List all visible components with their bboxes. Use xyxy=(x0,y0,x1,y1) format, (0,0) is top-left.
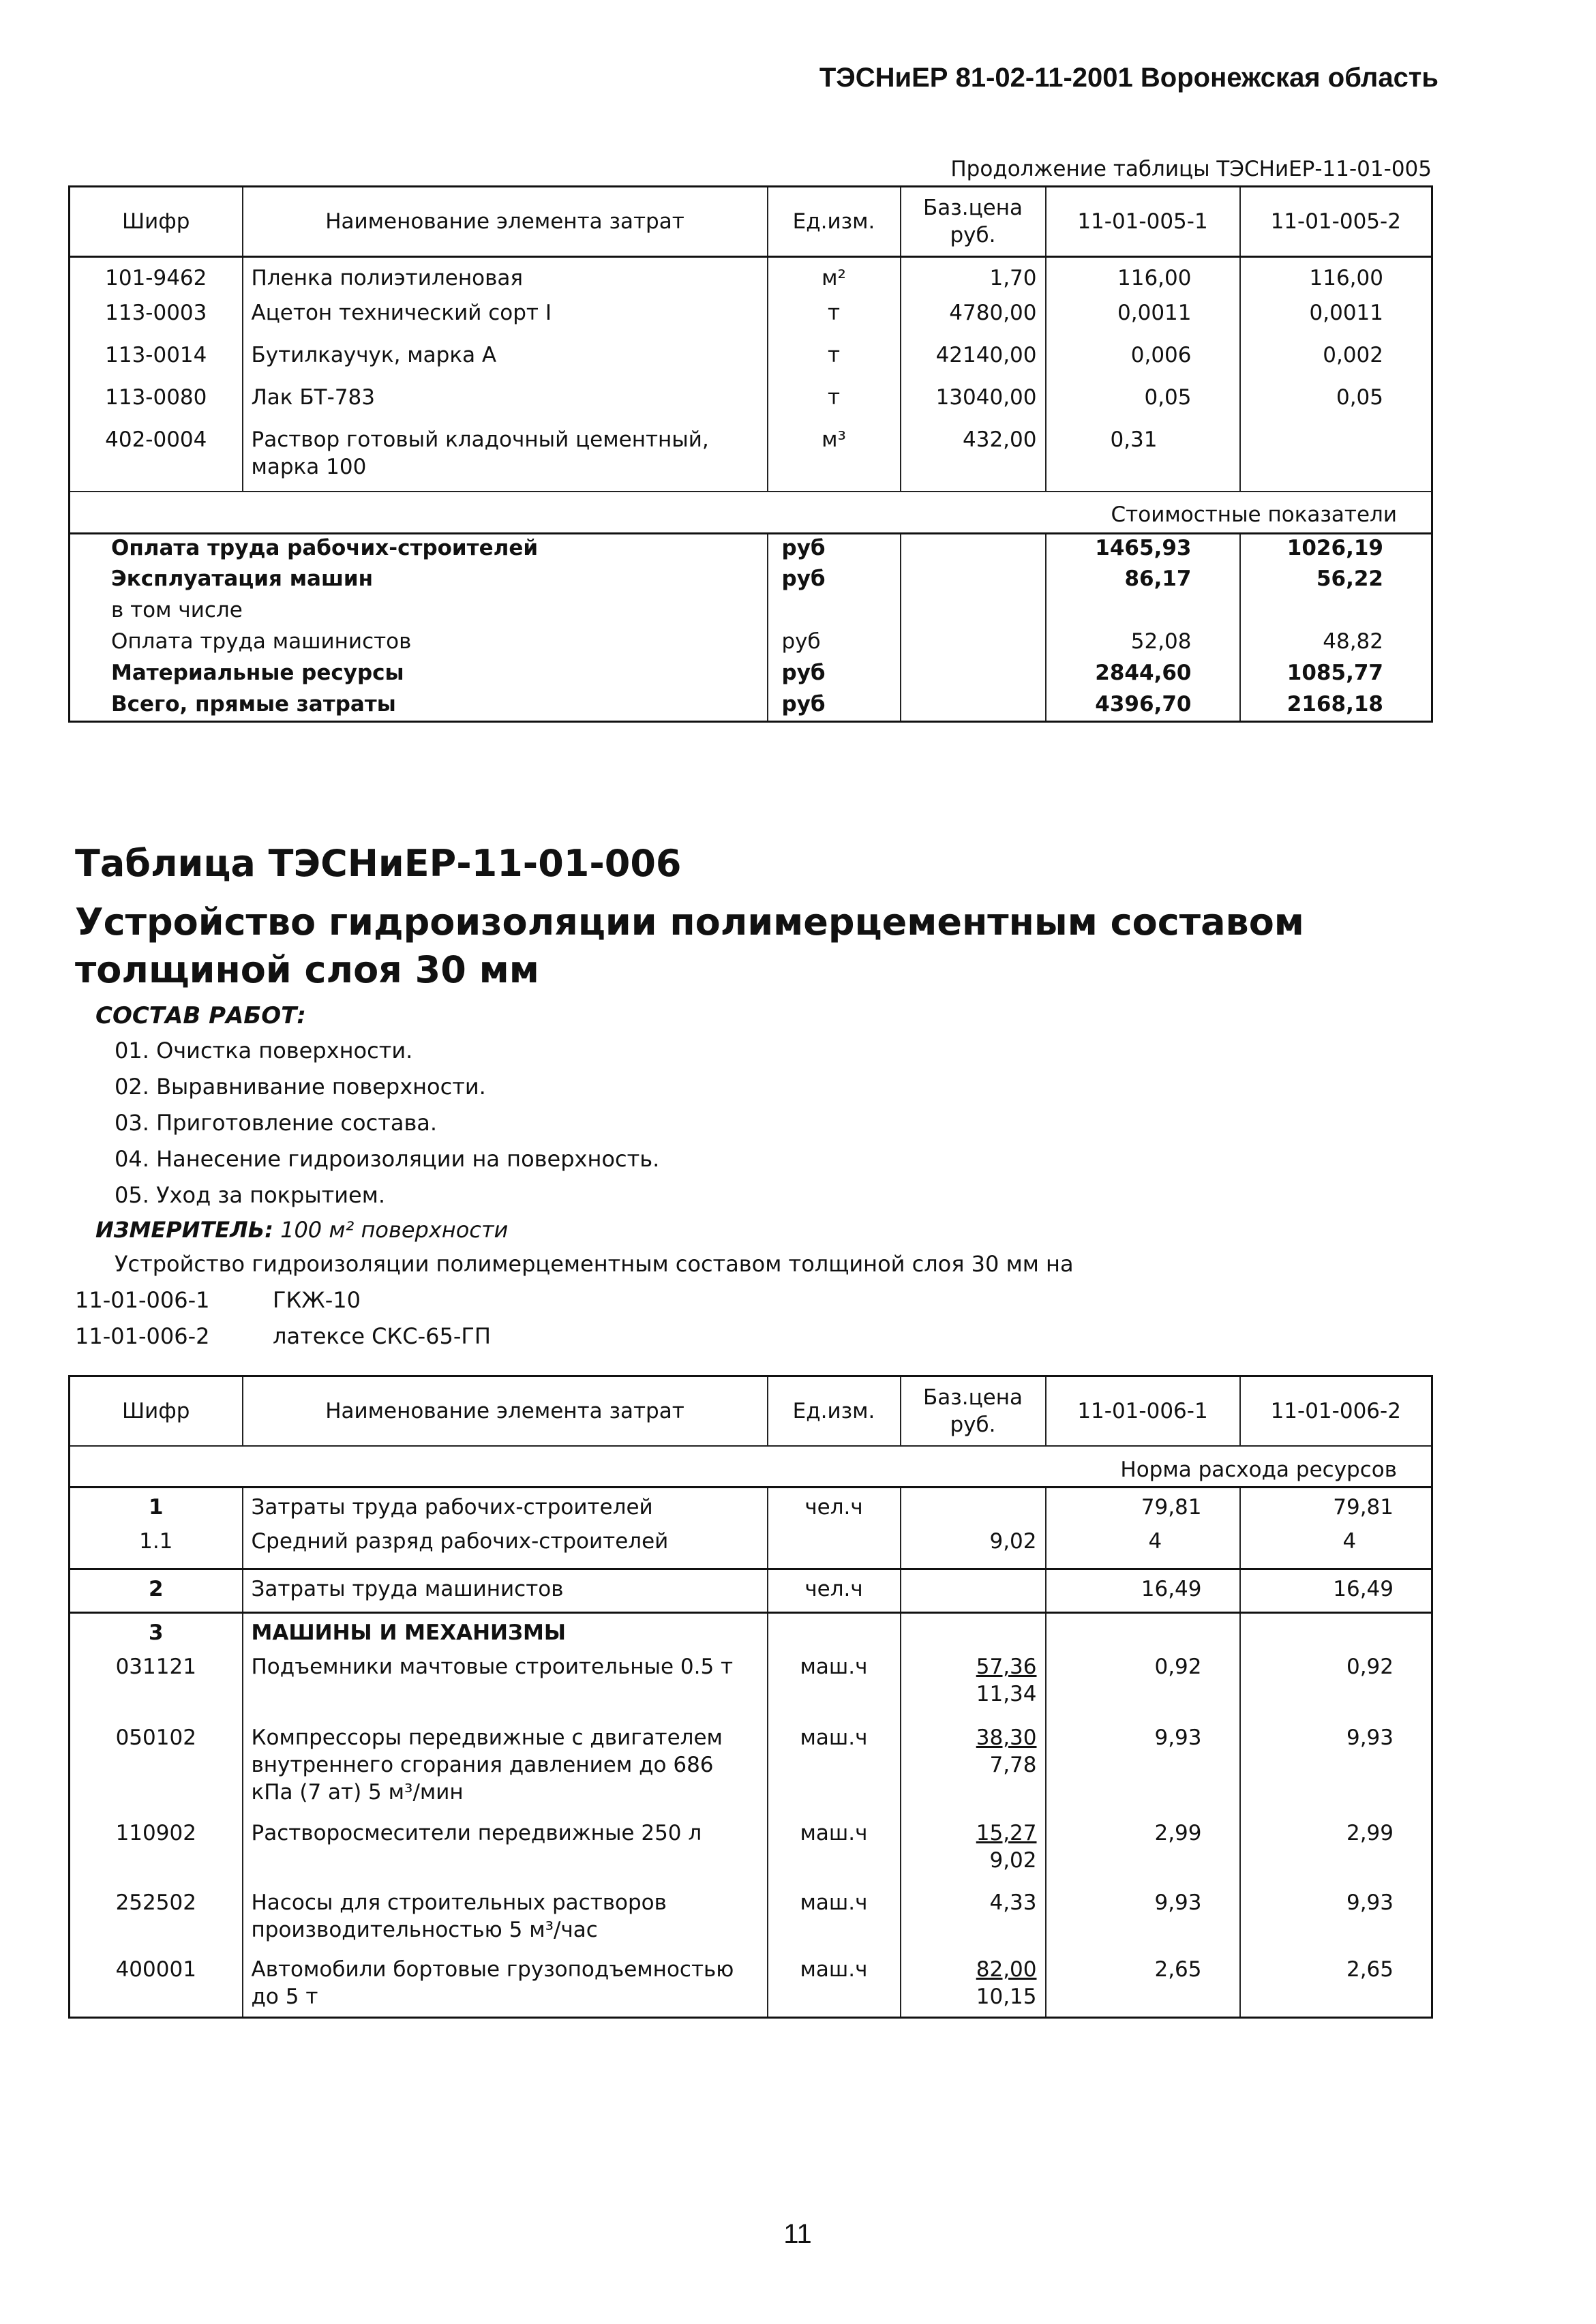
cost-unit: руб xyxy=(768,659,901,691)
table-header-row xyxy=(70,1376,1432,1447)
variant-value: ГКЖ-10 xyxy=(273,1287,361,1313)
table-11-01-006 xyxy=(68,1375,1433,2019)
table-row xyxy=(70,257,1432,299)
row-price: 9,02 xyxy=(901,1528,1046,1569)
row-value-1: 0,31 xyxy=(1046,426,1240,492)
table-row xyxy=(70,1487,1432,1528)
table-row xyxy=(70,1956,1432,2017)
row-value-2 xyxy=(1240,426,1432,492)
row-name: Затраты труда машинистов xyxy=(243,1569,768,1612)
col-header-code: Шифр xyxy=(70,187,243,257)
row-value-2: 9,93 xyxy=(1240,1889,1432,1956)
cost-row xyxy=(70,659,1432,691)
section-cost-indicators: Стоимостные показатели xyxy=(70,492,1432,534)
section-resource-norms: Норма расхода ресурсов xyxy=(70,1446,1432,1487)
table-row xyxy=(70,1612,1432,1653)
cost-value-2: 1026,19 xyxy=(1240,534,1432,565)
row-price: 57,36 xyxy=(976,1655,1037,1679)
row-price xyxy=(901,1820,1046,1889)
row-price: 15,27 xyxy=(976,1821,1037,1845)
row-unit: маш.ч xyxy=(768,1820,901,1889)
col-header-name: Наименование элемента затрат xyxy=(243,1376,768,1447)
table-row xyxy=(70,1528,1432,1569)
row-code: 101-9462 xyxy=(105,266,207,290)
variant-value: латексе СКС-65-ГП xyxy=(273,1323,491,1349)
row-value-1: 116,00 xyxy=(1046,257,1240,299)
cost-unit: руб xyxy=(768,691,901,722)
col-header-unit: Ед.изм. xyxy=(768,187,901,257)
row-price: 38,30 xyxy=(976,1725,1037,1750)
row-value-1: 0,006 xyxy=(1046,342,1240,384)
row-value-1: 2,65 xyxy=(1046,1956,1240,2017)
row-value-2: 116,00 xyxy=(1240,257,1432,299)
cost-name: Материальные ресурсы xyxy=(111,660,404,685)
row-price: 82,00 xyxy=(976,1957,1037,1982)
row-unit: маш.ч xyxy=(768,1724,901,1820)
row-code: 050102 xyxy=(115,1725,196,1750)
row-value-2: 9,93 xyxy=(1240,1724,1432,1820)
row-value-2: 0,002 xyxy=(1240,342,1432,384)
col-header-name: Наименование элемента затрат xyxy=(243,187,768,257)
row-price-secondary: 10,15 xyxy=(976,1985,1037,2009)
row-unit: маш.ч xyxy=(768,1889,901,1956)
section-heading: Устройство гидроизоляции полимерцементным составом толщиной слоя 30 мм xyxy=(75,901,1304,991)
work-item: 02. Выравнивание поверхности. xyxy=(115,1074,486,1100)
cost-unit: руб xyxy=(768,534,901,565)
row-value-1: 16,49 xyxy=(1046,1569,1240,1612)
row-value-2: 2,99 xyxy=(1240,1820,1432,1889)
row-code: 2 xyxy=(70,1569,243,1612)
row-price: 432,00 xyxy=(901,426,1046,492)
row-price: 4,33 xyxy=(901,1889,1046,1956)
cost-value-1: 86,17 xyxy=(1046,565,1240,597)
row-code: 031121 xyxy=(115,1655,196,1679)
col-header-price: Баз.цена руб. xyxy=(901,187,1046,257)
row-price xyxy=(901,1956,1046,2017)
row-code: 252502 xyxy=(115,1890,196,1915)
table-row xyxy=(70,384,1432,426)
row-name: Пленка полиэтиленовая xyxy=(243,257,768,299)
row-value-1: 0,05 xyxy=(1046,384,1240,426)
section-row xyxy=(70,492,1432,534)
row-value-2: 0,05 xyxy=(1240,384,1432,426)
col-header-price: Баз.цена руб. xyxy=(901,1376,1046,1447)
row-code: 1 xyxy=(148,1494,164,1520)
cost-row xyxy=(70,597,1432,628)
row-value-1: 4 xyxy=(1046,1528,1240,1569)
cost-row xyxy=(70,534,1432,565)
table-header-row xyxy=(70,187,1432,257)
row-price-secondary: 9,02 xyxy=(989,1848,1037,1873)
col-header-variant-1: 11-01-005-1 xyxy=(1046,187,1240,257)
row-code: 110902 xyxy=(115,1821,196,1845)
row-code: 1.1 xyxy=(70,1528,243,1569)
row-value-1: 0,0011 xyxy=(1046,299,1240,342)
variant-code: 11-01-006-2 xyxy=(75,1323,210,1349)
row-price xyxy=(901,1569,1046,1612)
col-header-variant-2: 11-01-006-2 xyxy=(1240,1376,1432,1447)
row-value-1: 9,93 xyxy=(1046,1889,1240,1956)
table-11-01-005 xyxy=(68,185,1433,723)
row-unit: т xyxy=(768,384,901,426)
row-price-secondary: 11,34 xyxy=(976,1682,1037,1706)
work-item: 04. Нанесение гидроизоляции на поверхность. xyxy=(115,1146,660,1172)
cost-value-1: 4396,70 xyxy=(1046,691,1240,722)
row-name: Ацетон технический сорт I xyxy=(243,299,768,342)
cost-row xyxy=(70,691,1432,722)
cost-value-2: 56,22 xyxy=(1240,565,1432,597)
cost-value-2: 1085,77 xyxy=(1240,659,1432,691)
row-code: 402-0004 xyxy=(105,427,207,452)
row-unit xyxy=(768,1528,901,1569)
measure-value: 100 м² поверхности xyxy=(280,1217,509,1243)
row-value-2: 16,49 xyxy=(1240,1569,1432,1612)
row-value-1: 9,93 xyxy=(1046,1724,1240,1820)
row-value-1: 0,92 xyxy=(1046,1653,1240,1724)
col-header-variant-2: 11-01-005-2 xyxy=(1240,187,1432,257)
row-code: 113-0080 xyxy=(105,384,207,410)
row-unit: маш.ч xyxy=(768,1956,901,2017)
measure-label: ИЗМЕРИТЕЛЬ: xyxy=(95,1217,273,1243)
section-row xyxy=(70,1446,1432,1487)
cost-row xyxy=(70,565,1432,597)
cost-value-1: 52,08 xyxy=(1046,628,1240,659)
cost-name: Всего, прямые затраты xyxy=(111,691,396,716)
row-name: Затраты труда рабочих-строителей xyxy=(243,1487,768,1528)
row-unit: м³ xyxy=(768,426,901,492)
row-value-2: 0,92 xyxy=(1240,1653,1432,1724)
row-name: Лак БТ-783 xyxy=(243,384,768,426)
row-unit: т xyxy=(768,299,901,342)
cost-unit: руб xyxy=(768,565,901,597)
table-row xyxy=(70,1889,1432,1956)
table-row xyxy=(70,1724,1432,1820)
table-row xyxy=(70,342,1432,384)
cost-value-1: 2844,60 xyxy=(1046,659,1240,691)
cost-value-1: 1465,93 xyxy=(1046,534,1240,565)
row-name: Автомобили бортовые грузоподъемностью до 5 т xyxy=(243,1956,768,2017)
col-header-unit: Ед.изм. xyxy=(768,1376,901,1447)
row-name: Компрессоры передвижные с двигателем внутреннего сгорания давлением до 686 кПа (7 ат) 5 м³/мин xyxy=(243,1724,768,1820)
row-value-1: 2,99 xyxy=(1046,1820,1240,1889)
measure xyxy=(95,1217,508,1243)
row-unit: м² xyxy=(768,257,901,299)
work-item: 03. Приготовление состава. xyxy=(115,1110,438,1136)
row-name: Насосы для строительных растворов производительностью 5 м³/час xyxy=(243,1889,768,1956)
row-price: 4780,00 xyxy=(901,299,1046,342)
work-item: 01. Очистка поверхности. xyxy=(115,1038,413,1063)
row-value-1: 79,81 xyxy=(1046,1487,1240,1528)
row-price: 42140,00 xyxy=(901,342,1046,384)
work-item: 05. Уход за покрытием. xyxy=(115,1182,386,1208)
row-code: 3 xyxy=(148,1620,164,1645)
table-row xyxy=(70,1820,1432,1889)
table-row xyxy=(70,299,1432,342)
row-unit: маш.ч xyxy=(768,1653,901,1724)
cost-row xyxy=(70,628,1432,659)
row-name: Растворосмесители передвижные 250 л xyxy=(243,1820,768,1889)
row-code: 113-0014 xyxy=(105,342,207,367)
row-value-2: 4 xyxy=(1240,1528,1432,1569)
row-price xyxy=(901,1487,1046,1528)
row-value-2: 79,81 xyxy=(1240,1487,1432,1528)
row-value-2: 0,0011 xyxy=(1240,299,1432,342)
cost-name: Эксплуатация машин xyxy=(111,566,374,591)
cost-value-2: 2168,18 xyxy=(1240,691,1432,722)
table-title: Таблица ТЭСНиЕР-11-01-006 xyxy=(75,842,682,885)
row-name: Подъемники мачтовые строительные 0.5 т xyxy=(243,1653,768,1724)
page-header: ТЭСНиЕР 81-02-11-2001 Воронежская область xyxy=(819,63,1439,93)
row-value-2: 2,65 xyxy=(1240,1956,1432,2017)
row-name: Раствор готовый кладочный цементный, марка 100 xyxy=(243,426,768,492)
page-number: 11 xyxy=(783,2219,812,2249)
table-continuation-note: Продолжение таблицы ТЭСНиЕР-11-01-005 xyxy=(950,157,1432,181)
row-price xyxy=(901,1653,1046,1724)
cost-unit: руб xyxy=(768,628,901,659)
row-unit: чел.ч xyxy=(768,1569,901,1612)
col-header-variant-1: 11-01-006-1 xyxy=(1046,1376,1240,1447)
work-composition-label: СОСТАВ РАБОТ: xyxy=(95,1002,306,1029)
table-row xyxy=(70,1653,1432,1724)
col-header-code: Шифр xyxy=(70,1376,243,1447)
row-code: 400001 xyxy=(115,1957,196,1982)
variant-description: Устройство гидроизоляции полимерцементным составом толщиной слоя 30 мм на xyxy=(115,1251,1074,1277)
row-code: 113-0003 xyxy=(105,300,207,325)
variant-code: 11-01-006-1 xyxy=(75,1287,210,1313)
row-price xyxy=(901,1724,1046,1820)
row-unit: чел.ч xyxy=(768,1487,901,1528)
cost-name: Оплата труда машинистов xyxy=(111,629,412,654)
row-name: Средний разряд рабочих-строителей xyxy=(243,1528,768,1569)
row-name: Бутилкаучук, марка А xyxy=(243,342,768,384)
row-price-secondary: 7,78 xyxy=(989,1753,1037,1777)
row-price: 1,70 xyxy=(901,257,1046,299)
row-price: 13040,00 xyxy=(901,384,1046,426)
cost-name: в том числе xyxy=(111,597,243,622)
row-name: МАШИНЫ И МЕХАНИЗМЫ xyxy=(243,1612,768,1653)
table-row xyxy=(70,426,1432,492)
row-unit: т xyxy=(768,342,901,384)
table-row xyxy=(70,1569,1432,1612)
cost-value-2: 48,82 xyxy=(1240,628,1432,659)
cost-name: Оплата труда рабочих-строителей xyxy=(111,536,539,560)
